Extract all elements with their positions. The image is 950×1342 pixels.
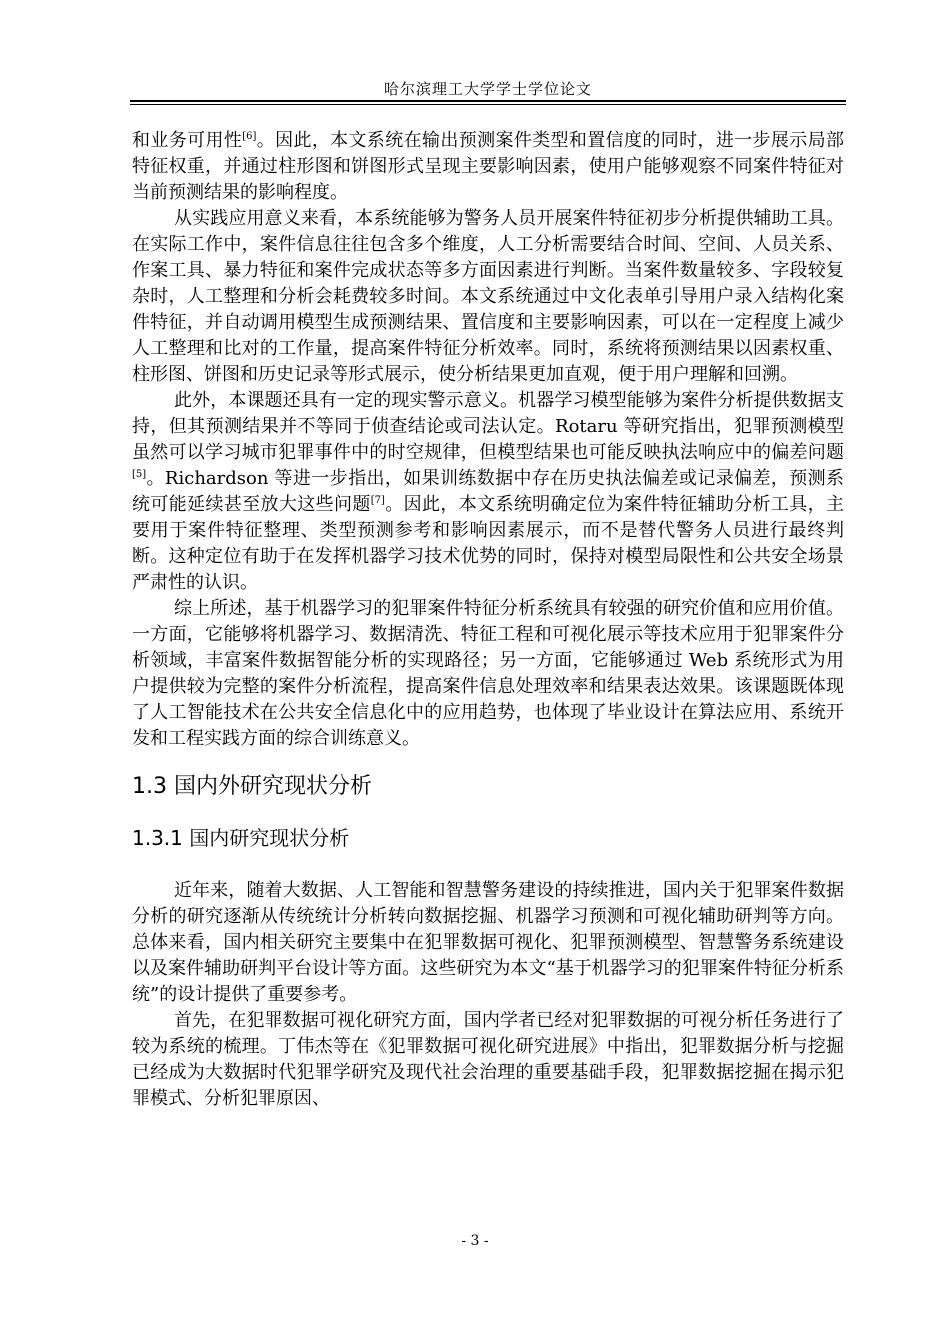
- paragraph-text: 。因此，本文系统明确定位为案件特征辅助分析工具，主要用于案件特征整理、类型预测参考和影响因素展示，而不是替代警务人员进行最终判断。这种定位有助于在发挥机器学习技术优势的同时，保持对模型局限性和公共安全场景严肃性的认识。: [132, 494, 845, 593]
- paragraph-text: 从实践应用意义来看，本系统能够为警务人员开展案件特征初步分析提供辅助工具。在实际工作中，案件信息往往包含多个维度，人工分析需要结合时间、空间、人员关系、作案工具、暴力特征和案件完成状态等多方面因素进行判断。当案件数量较多、字段较复杂时，人工整理和分析会耗费较多时间。本文系统通过中文化表单引导用户录入结构化案件特征，并自动调用模型生成预测结果、置信度和主要影响因素，可以在一定程度上减少人工整理和比对的工作量，提高案件特征分析效率。同时，系统将预测结果以因素权重、柱形图、饼图和历史记录等形式展示，使分析结果更加直观，便于用户理解和回溯。: [132, 208, 844, 385]
- paragraph-1: [132, 128, 844, 206]
- paragraph-text: 。Richardson 等进一步指出，如果训练数据中存在历史执法偏差或记录偏差，预测系统可能延续甚至放大这些问题: [132, 468, 844, 515]
- page-header: 哈尔滨理工大学学士学位论文: [383, 80, 592, 98]
- page-body: [132, 128, 844, 1112]
- citation-ref: [6]: [242, 131, 257, 142]
- paragraph-text: 和业务可用性: [132, 130, 243, 151]
- paragraph-text: 首先，在犯罪数据可视化研究方面，国内学者已经对犯罪数据的可视分析任务进行了较为系统的梳理。丁伟杰等在《犯罪数据可视化研究进展》中指出，犯罪数据分析与挖掘已经成为大数据时代犯罪学研究及现代社会治理的重要基础手段，犯罪数据挖掘在揭示犯罪模式、分析犯罪原因、: [132, 1010, 844, 1109]
- paragraph-6: [132, 1008, 844, 1112]
- paragraph-text: 近年来，随着大数据、人工智能和智慧警务建设的持续推进，国内关于犯罪案件数据分析的研究逐渐从传统统计分析转向数据挖掘、机器学习预测和可视化辅助研判等方向。总体来看，国内相关研究主要集中在犯罪数据可视化、犯罪预测模型、智慧警务系统建设以及案件辅助研判平台设计等方面。这些研究为本文“基于机器学习的犯罪案件特征分析系统”的设计提供了重要参考。: [132, 880, 844, 1005]
- paragraph-4: [132, 596, 844, 752]
- header-rule-thin: [130, 104, 846, 105]
- citation-ref: [5]: [132, 469, 147, 480]
- citation-ref: [7]: [370, 495, 385, 506]
- subsection-heading: 1.3.1 国内研究现状分析: [132, 826, 350, 850]
- paragraph-text: 。因此，本文系统在输出预测案件类型和置信度的同时，进一步展示局部特征权重，并通过柱形图和饼图形式呈现主要影响因素，使用户能够观察不同案件特征对当前预测结果的影响程度。: [132, 130, 845, 203]
- header-rule-thick: [130, 100, 846, 102]
- paragraph-3: [132, 388, 844, 596]
- page-number: - 3 -: [461, 1233, 489, 1249]
- paragraph-text: 此外，本课题还具有一定的现实警示意义。机器学习模型能够为案件分析提供数据支持，但其预测结果并不等同于侦查结论或司法认定。Rotaru 等研究指出，犯罪预测模型虽然可以学习城市犯罪事件中的时空规律，但模型结果也可能反映执法响应中的偏差问题: [132, 390, 844, 463]
- paragraph-text: 综上所述，基于机器学习的犯罪案件特征分析系统具有较强的研究价值和应用价值。一方面，它能够将机器学习、数据清洗、特征工程和可视化展示等技术应用于犯罪案件分析领域，丰富案件数据智能分析的实现路径；另一方面，它能够通过 Web 系统形式为用户提供较为完整的案件分析流程，提高案件信息处理效率和结果表达效果。该课题既体现了人工智能技术在公共安全信息化中的应用趋势，也体现了毕业设计在算法应用、系统开发和工程实践方面的综合训练意义。: [132, 598, 844, 749]
- paragraph-5: [132, 878, 844, 1008]
- paragraph-2: [132, 206, 844, 388]
- section-heading: 1.3 国内外研究现状分析: [132, 774, 372, 799]
